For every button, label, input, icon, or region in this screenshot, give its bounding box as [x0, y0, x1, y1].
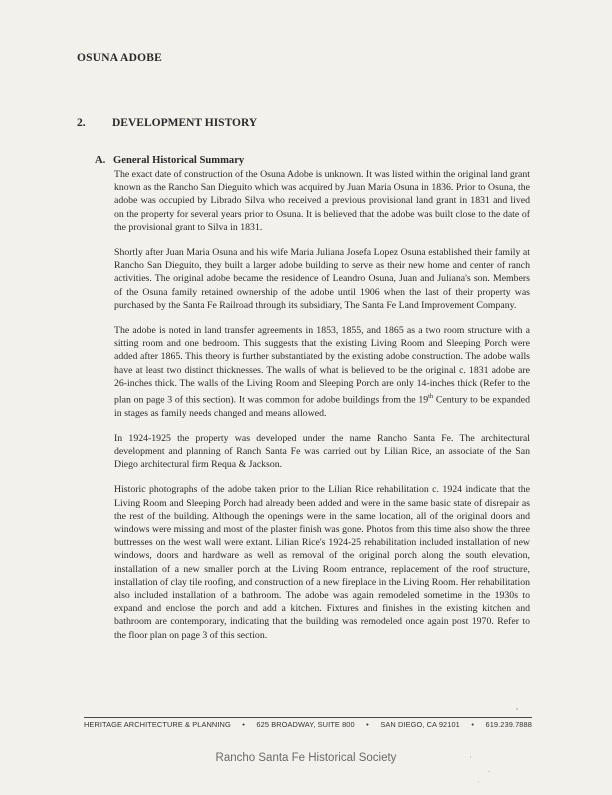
footer — [84, 720, 532, 729]
paragraph-3: The adobe is noted in land transfer agreements in 1853, 1855, and 1865 as a two room structure with a sitting room and one bedroom. This suggests that the existing Living Room and Sleeping Porch were added after 1865. This theory is further substantiated by the existing adobe construction. The adobe walls have at least two distinct thicknesses. The walls of what is believed to be the original c. 1831 adobe are 26-inches thick. The walls of the Living Room and Sleeping Porch are only 14-inches thick (Refer to the plan on page 3 of this section). It was common for adobe buildings from the 19th Century to be expanded in stages as family needs changed and means allowed. — [114, 325, 531, 419]
paragraph-2: Shortly after Juan Maria Osuna and his wife Maria Juliana Josefa Lopez Osuna established their family at Rancho San Dieguito, they built a larger adobe building to serve as their new home and center of ranch activities. The original adobe became the residence of Leandro Osuna, Juan and Juliana's son. Members of the Osuna family retained ownership of the adobe until 1906 when the last of their property was purchased by the Santa Fe Railroad through its subsidiary, The Santa Fe Land Improvement Company. — [114, 247, 530, 311]
footer-phone: 619.239.7888 — [485, 720, 532, 729]
section-number: 2. — [77, 117, 86, 129]
footer-separator: • — [366, 720, 369, 729]
section-heading — [77, 117, 257, 129]
body-text — [114, 168, 530, 654]
footer-city: SAN DIEGO, CA 92101 — [380, 720, 460, 729]
subsection-heading — [95, 155, 244, 166]
subsection-title: General Historical Summary — [113, 155, 245, 166]
paper-speck — [488, 771, 490, 772]
footer-separator: • — [471, 720, 475, 729]
ordinal-suffix: th — [428, 393, 434, 401]
watermark: Rancho Santa Fe Historical Society — [215, 752, 397, 764]
paper-speck — [470, 756, 471, 758]
paragraph-1: The exact date of construction of the Osuna Adobe is unknown. It was listed within the original land grant known as the Rancho San Dieguito which was acquired by Juan Maria Osuna in 1836. Prior to Osuna, the adobe was occupied by Librado Silva who received a previous provisional land grant in 1831 and lived on the property for several years prior to Osuna. It is believed that the adobe was built close to the date of the provisional grant to Silva in 1831. — [114, 169, 530, 233]
paper-speck — [516, 708, 518, 710]
footer-address: 625 BROADWAY, SUITE 800 — [256, 720, 355, 729]
paper-speck — [478, 781, 479, 782]
paragraph-5: Historic photographs of the adobe taken prior to the Lilian Rice rehabilitation c. 1924 indicate that the Living Room and Sleeping Porch had already been added and were in the same basic state of disrepair as the rest of the building. Although the openings were in the same location, all of the original doors and windows were missing and most of the plaster finish was gone. Photos from this time also show the three buttresses on the west wall were extant. Lilian Rice's 1924-25 rehabilitation included installation of new windows, doors and hardware as well as removal of the original porch along the south elevation, installation of a new smaller porch at the Living Room entrance, replacement of the roof structure, installation of clay tile roofing, and construction of a new fireplace in the Living Room. Her rehabilitation also included installation of a bathroom. The adobe was again remodeled sometime in the 1930s to expand and enclose the porch and add a kitchen. Fixtures and finishes in the existing kitchen and bathroom are contemporary, indicating that the building was remodeled once again post 1970. Refer to the floor plan on page 3 of this section. — [114, 484, 530, 641]
section-title: DEVELOPMENT HISTORY — [112, 117, 258, 129]
paragraph-4: In 1924-1925 the property was developed under the name Rancho Santa Fe. The architectural development and planning of Ranch Santa Fe was carried out by Lilian Rice, an associate of the San Diego architectural firm Requa & Jackson. — [114, 432, 530, 471]
footer-divider — [84, 717, 532, 718]
footer-firm: HERITAGE ARCHITECTURE & PLANNING — [84, 720, 231, 729]
footer-separator: • — [242, 720, 245, 729]
document-title: OSUNA ADOBE — [77, 52, 162, 64]
subsection-letter: A. — [95, 155, 106, 166]
